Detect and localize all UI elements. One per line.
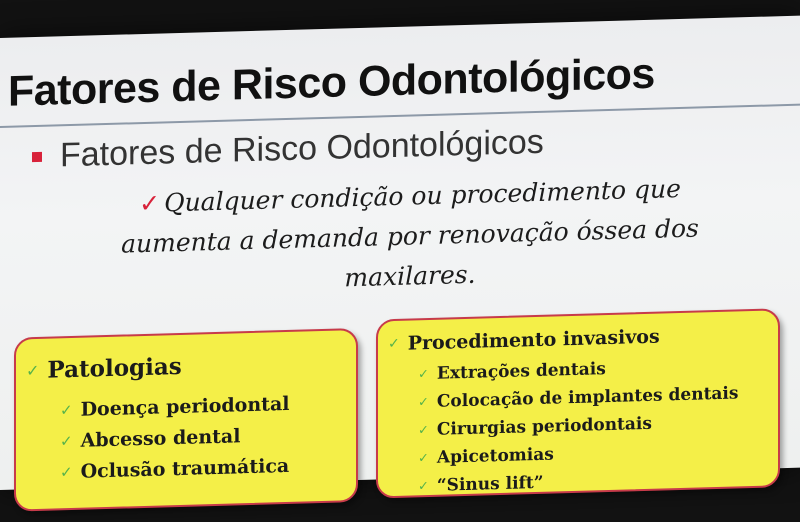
bullet-item bbox=[32, 123, 544, 176]
pathologies-heading-row bbox=[26, 353, 182, 384]
slide-title: Fatores de Risco Odontológicos bbox=[8, 49, 655, 116]
pathologies-list bbox=[60, 388, 289, 487]
check-icon: ✓ bbox=[418, 478, 429, 494]
pathologies-box bbox=[14, 328, 358, 512]
list-item-text: Apicetomias bbox=[436, 444, 554, 468]
definition-quote bbox=[100, 168, 720, 305]
check-icon: ✓ bbox=[418, 450, 429, 466]
list-item-text: Abcesso dental bbox=[80, 424, 241, 452]
check-icon: ✓ bbox=[139, 188, 161, 219]
red-square-bullet-icon bbox=[32, 151, 42, 161]
pathologies-heading: Patologias bbox=[47, 352, 182, 384]
procedures-heading: Procedimento invasivos bbox=[407, 325, 660, 355]
list-item-text: Doença periodontal bbox=[80, 392, 290, 421]
check-icon: ✓ bbox=[418, 366, 429, 382]
list-item-text: Oclusão traumática bbox=[80, 454, 290, 483]
definition-text: Qualquer condição ou procedimento que aumenta a demanda por renovação óssea dos maxilares. bbox=[121, 173, 699, 293]
list-item-text: Colocação de implantes dentais bbox=[436, 383, 739, 412]
check-icon: ✓ bbox=[388, 335, 400, 353]
check-icon: ✓ bbox=[418, 422, 429, 438]
check-icon: ✓ bbox=[60, 400, 73, 419]
check-icon: ✓ bbox=[60, 462, 73, 481]
check-icon: ✓ bbox=[26, 360, 40, 381]
procedures-list bbox=[418, 351, 738, 500]
list-item bbox=[60, 450, 289, 487]
list-item-text: “Sinus lift” bbox=[436, 472, 544, 496]
procedures-box bbox=[376, 308, 780, 498]
check-icon: ✓ bbox=[60, 431, 73, 450]
slide bbox=[0, 16, 800, 496]
list-item-text: Cirurgias periodontais bbox=[436, 413, 652, 440]
procedures-heading-row bbox=[388, 326, 660, 356]
bullet-text: Fatores de Risco Odontológicos bbox=[60, 122, 544, 175]
check-icon: ✓ bbox=[418, 394, 429, 410]
list-item-text: Extrações dentais bbox=[436, 359, 606, 384]
